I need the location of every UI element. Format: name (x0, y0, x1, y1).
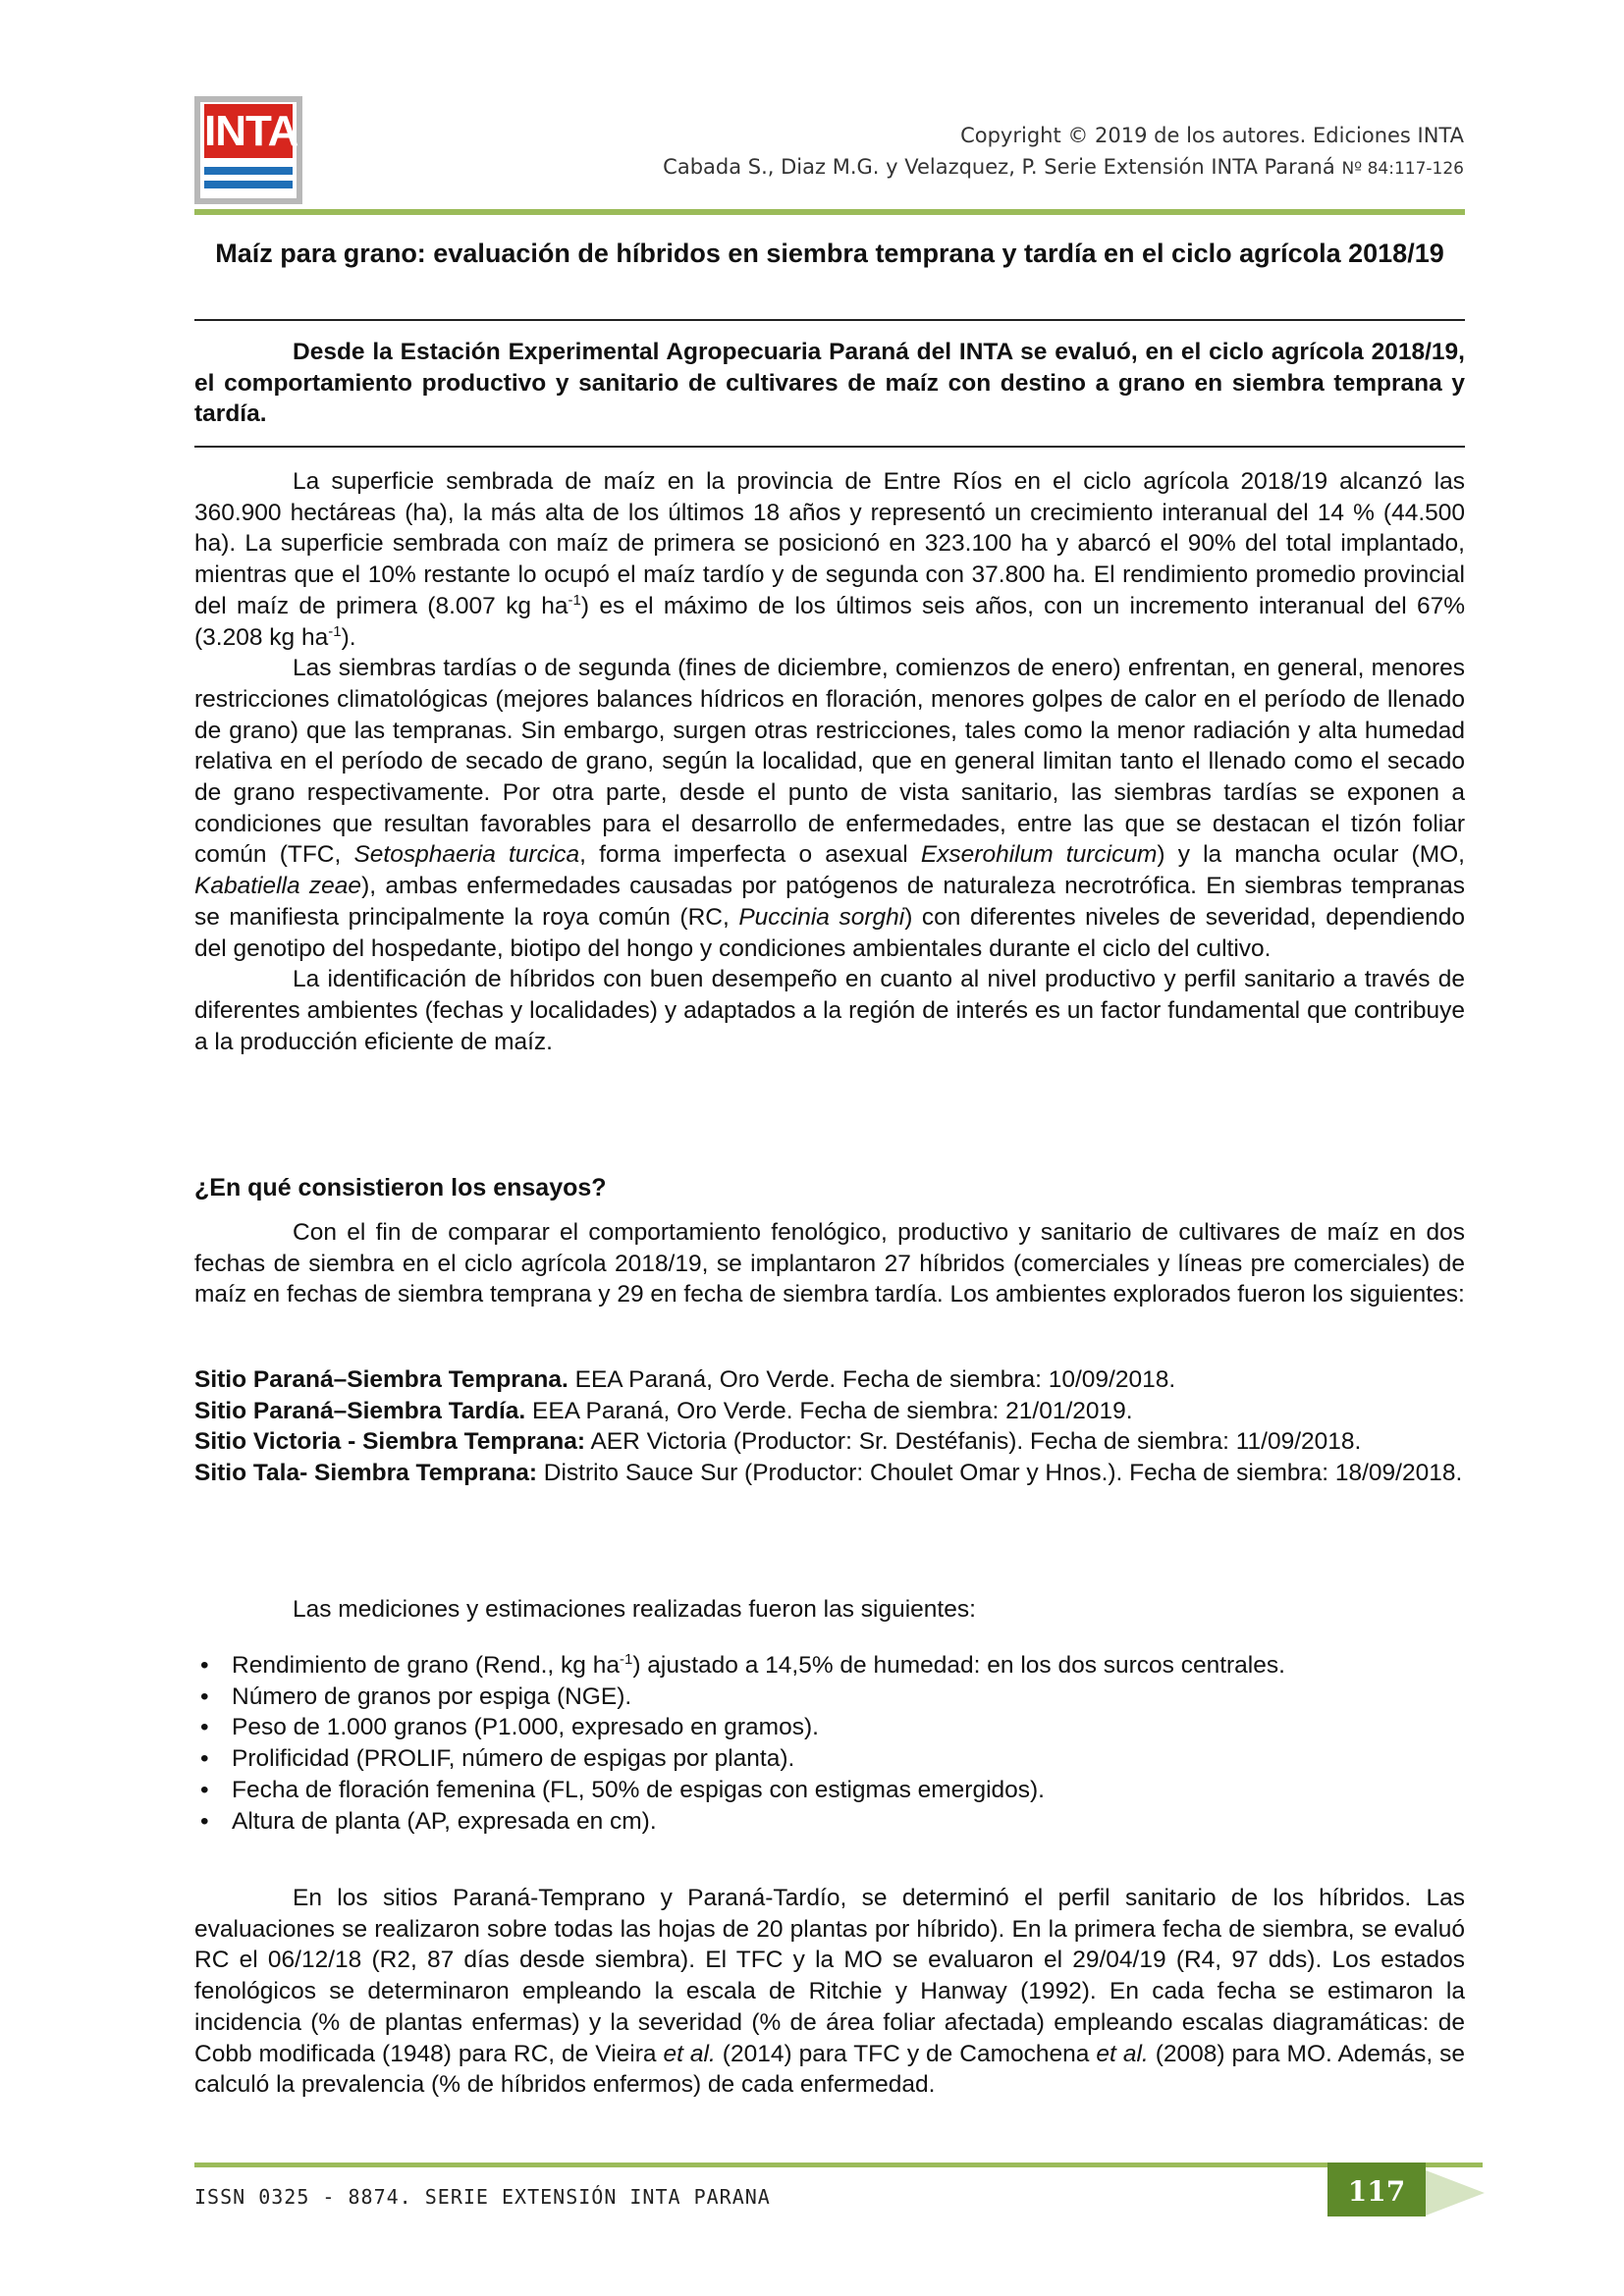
site-label: Sitio Paraná–Siembra Tardía. (194, 1397, 526, 1424)
superscript: -1 (568, 591, 581, 609)
intro-paragraph (194, 466, 1465, 653)
measurements-list (194, 1650, 1465, 1837)
logo-stripe (204, 167, 293, 175)
citation-number: Nº 84:117-126 (1341, 159, 1464, 179)
species-name: Puccinia sorghi (738, 903, 905, 931)
intro-text: Las siembras tardías o de segunda (fines de diciembre, comienzos de enero) enfrentan, en general, menores restricciones climatológicas (mejores balances hídricos en floración, menores golpes de calor en el período de llenado de grano) que las tempranas. Sin embargo, surgen otras restricciones, tales como la menor radiación y alta humedad relativa en el período de secado de grano, según la localidad, que en general limitan tanto el llenado como el secado de grano respectivamente. Por otra parte, desde el punto de vista sanitario, las siembras tardías se exponen a condiciones que resultan favorables para el desarrollo de enfermedades, entre las que se destacan el tizón foliar común (TFC, (194, 655, 1465, 869)
intro-text: ) es el máximo de los últimos seis años, con un incremento interanual del 67% (3.208 kg ha (194, 592, 1465, 651)
bullet-icon: • (200, 1807, 209, 1835)
page-number: 117 (1327, 2163, 1426, 2216)
bullet-icon: • (200, 1745, 209, 1773)
footer-divider (194, 2163, 1483, 2167)
site-entry (194, 1396, 1465, 1427)
site-text: EEA Paraná, Oro Verde. Fecha de siembra: 21/01/2019. (525, 1397, 1133, 1424)
list-item (194, 1712, 1465, 1743)
list-item-text: Rendimiento de grano (Rend., kg ha (232, 1652, 620, 1679)
measurements-intro (194, 1594, 1465, 1626)
list-item (194, 1682, 1465, 1713)
citation-etal: et al. (1096, 2040, 1149, 2067)
superscript: -1 (328, 622, 342, 640)
list-item (194, 1775, 1465, 1806)
site-entry (194, 1364, 1465, 1396)
intro-text: ) con diferentes niveles de severidad, dependiendo del genotipo del hospedante, biotipo del hongo y condiciones ambientales durante el ciclo del cultivo. (194, 903, 1466, 962)
species-name: Kabatiella zeae (194, 873, 362, 900)
site-text: Distrito Sauce Sur (Productor: Choulet Omar y Hnos.). Fecha de siembra: 18/09/2018. (536, 1460, 1463, 1487)
logo-stripe (204, 181, 293, 188)
list-item-text: Fecha de floración femenina (FL, 50% de espigas con estigmas emergidos). (232, 1776, 1045, 1803)
intro-text: ), ambas enfermedades causadas por patógenos de naturaleza necrotrófica. En siembras tempranas se manifiesta principalmente la roya común (RC, (194, 873, 1465, 931)
list-item-text: Prolificidad (PROLIF, número de espigas por planta). (232, 1745, 795, 1773)
paragraph-text: En los sitios Paraná-Temprano y Paraná-Tardío, se determinó el perfil sanitario de los híbridos. Las evaluaciones se realizaron sobre todas las hojas de 20 plantas por híbrido). En la primera fecha de siembra, se evaluó RC el 06/12/18 (R2, 87 días desde siembra). El TFC y la MO se evaluaron el 29/04/19 (R4, 97 dds). Los estados fenológicos se determinaron empleando la escala de Ritchie y Hanway (1992). En cada fecha se estimaron la incidencia (% de plantas enfermas) y la severidad (% de área foliar afectada) empleando escalas diagramáticas: de Cobb modificada (1948) para RC, de Vieira (194, 1885, 1465, 2067)
title-rule (194, 319, 1465, 321)
paragraph-text: (2008) para MO. Además, se calculó la prevalencia (% de híbridos enfermos) de cada enfermedad. (194, 2040, 1466, 2099)
sanitary-paragraph-block (194, 1883, 1465, 2101)
intro-text: ) y la mancha ocular (MO, (1157, 841, 1465, 869)
measurements-intro-text: Las mediciones y estimaciones realizadas fueron las siguientes: (293, 1596, 976, 1623)
site-entry (194, 1426, 1465, 1458)
page-arrow-icon (1426, 2170, 1485, 2216)
species-name: Exserohilum turcicum (920, 841, 1158, 869)
site-text: AER Victoria (Productor: Sr. Destéfanis). Fecha de siembra: 11/09/2018. (585, 1428, 1362, 1456)
section-paragraph: Con el fin de comparar el comportamiento fenológico, productivo y sanitario de cultivares de maíz en dos fechas de siembra en el ciclo agrícola 2018/19, se implantaron 27 híbridos (comerciales y líneas pre comerciales) de maíz en fechas de siembra temprana y 29 en fecha de siembra tardía. Los ambientes explorados fueron los siguientes: (194, 1219, 1465, 1308)
inta-logo (194, 96, 302, 204)
intro-body (194, 466, 1465, 1057)
footer-issn: ISSN 0325 - 8874. SERIE EXTENSIÓN INTA PARANA (194, 2185, 771, 2209)
site-label: Sitio Victoria - Siembra Temprana: (194, 1428, 586, 1456)
page-title: Maíz para grano: evaluación de híbridos en siembra temprana y tardía en el ciclo agrícola 2018/19 (215, 239, 1444, 268)
list-item-text: ) ajustado a 14,5% de humedad: en los dos surcos centrales. (632, 1652, 1285, 1679)
intro-paragraph (194, 653, 1465, 964)
intro-text: ). (341, 623, 356, 651)
sites-list (194, 1364, 1465, 1489)
species-name: Setosphaeria turcica (353, 841, 580, 869)
list-item-text: Número de granos por espiga (NGE). (232, 1682, 632, 1710)
bullet-icon: • (200, 1776, 209, 1803)
abstract-rule (194, 446, 1465, 448)
superscript: -1 (619, 1650, 633, 1668)
list-item (194, 1806, 1465, 1838)
section-heading: ¿En qué consistieron los ensayos? (194, 1174, 607, 1201)
list-item (194, 1650, 1465, 1682)
intro-text: , forma imperfecta o asexual (579, 841, 921, 869)
site-label: Sitio Tala- Siembra Temprana: (194, 1460, 537, 1487)
section-intro (194, 1217, 1465, 1310)
citation-main: Cabada S., Diaz M.G. y Velazquez, P. Serie Extensión INTA Paraná (663, 155, 1335, 179)
bullet-icon: • (200, 1682, 209, 1710)
citation-etal: et al. (663, 2040, 716, 2067)
site-label: Sitio Paraná–Siembra Temprana. (194, 1366, 568, 1393)
list-item-text: Altura de planta (AP, expresada en cm). (232, 1807, 657, 1835)
intro-paragraph: La identificación de híbridos con buen desempeño en cuanto al nivel productivo y perfil sanitario a través de diferentes ambientes (fechas y localidades) y adaptados a la región de interés es un factor fundamental que contribuye a la producción eficiente de maíz. (194, 966, 1465, 1055)
inta-logo-text: INTA (204, 104, 293, 158)
abstract-text: Desde la Estación Experimental Agropecuaria Paraná del INTA se evaluó, en el ciclo agrícola 2018/19, el comportamiento productivo y sanitario de cultivares de maíz con destino a grano en siembra temprana y tardía. (194, 339, 1465, 428)
abstract (194, 337, 1465, 430)
header-copyright-block (663, 120, 1464, 185)
bullet-icon: • (200, 1652, 209, 1679)
header-divider (194, 209, 1465, 215)
intro-text: La superficie sembrada de maíz en la provincia de Entre Ríos en el ciclo agrícola 2018/19 alcanzó las 360.900 hectáreas (ha), la más alta de los últimos 18 años y representó un crecimiento interanual del 14 % (44.500 ha). La superficie sembrada con maíz de primera se posicionó en 323.100 ha y abarcó el 90% del total implantado, mientras que el 10% restante lo ocupó el maíz tardío y de segunda con 37.800 ha. El rendimiento promedio provincial del maíz de primera (8.007 kg ha (194, 468, 1465, 619)
sanitary-paragraph (194, 1883, 1465, 2101)
citation-line (663, 151, 1464, 185)
list-item (194, 1743, 1465, 1775)
site-text: EEA Paraná, Oro Verde. Fecha de siembra: 10/09/2018. (568, 1366, 1176, 1393)
list-item-text: Peso de 1.000 granos (P1.000, expresado en gramos). (232, 1714, 819, 1741)
paragraph-text: (2014) para TFC y de Camochena (715, 2040, 1097, 2067)
copyright-line: Copyright © 2019 de los autores. Ediciones INTA (960, 124, 1464, 147)
site-entry (194, 1458, 1465, 1489)
bullet-icon: • (200, 1714, 209, 1741)
